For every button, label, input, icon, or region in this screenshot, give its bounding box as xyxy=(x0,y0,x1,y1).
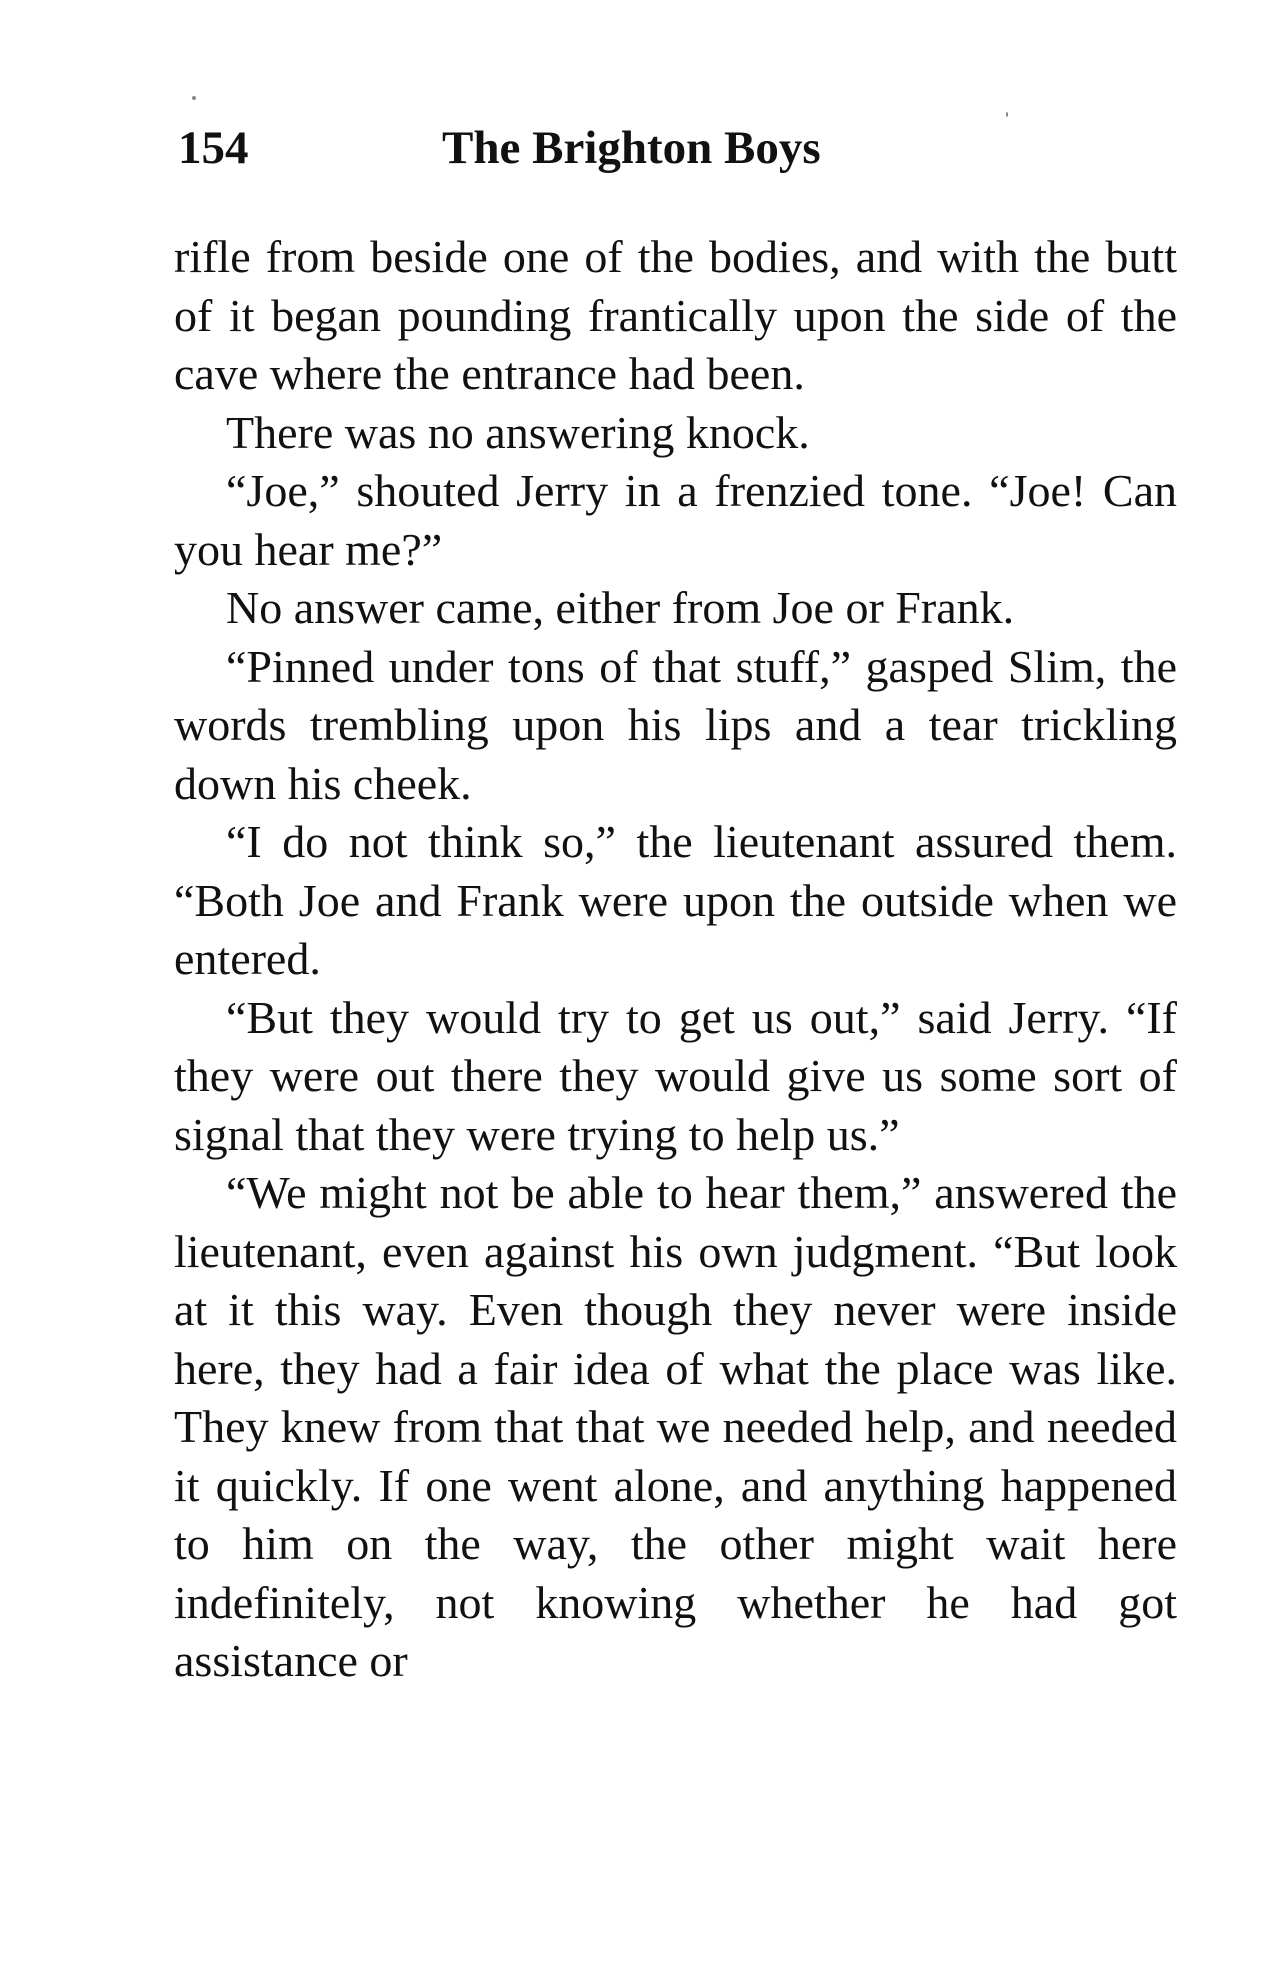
running-head: The Brighton Boys xyxy=(442,122,821,174)
page-header xyxy=(178,118,1178,178)
print-speck xyxy=(1006,112,1008,117)
body-text xyxy=(174,228,1177,1691)
paragraph: “We might not be able to hear them,” answered the lieutenant, even against his own judgment. “But look at it this way. Even though they never were inside here, they had a fair idea of what the place was like. They knew from that that we needed help, and needed it quickly. If one went alone, and anything happened to him on the way, the other might wait here indefinitely, not knowing whether he had got assistance or xyxy=(174,1167,1177,1686)
paragraph: “But they would try to get us out,” said Jerry. “If they were out there they would give us some sort of signal that they were trying to help us.” xyxy=(174,991,1177,1160)
paragraph: No answer came, either from Joe or Frank. xyxy=(226,582,1015,633)
paragraph: “I do not think so,” the lieutenant assured them. “Both Joe and Frank were upon the outside when we entered. xyxy=(174,816,1177,984)
print-speck xyxy=(192,96,196,100)
paragraph: There was no answering knock. xyxy=(226,406,810,458)
page-number: 154 xyxy=(178,122,249,174)
paragraph: rifle from beside one of the bodies, and with the butt of it began pounding frantically upon the side of the cave where the entrance had been. xyxy=(174,231,1177,399)
paragraph: “Pinned under tons of that stuff,” gasped Slim, the words trembling upon his lips and a tear trickling down his cheek. xyxy=(174,640,1177,809)
paragraph: “Joe,” shouted Jerry in a frenzied tone. “Joe! Can you hear me?” xyxy=(174,465,1177,575)
